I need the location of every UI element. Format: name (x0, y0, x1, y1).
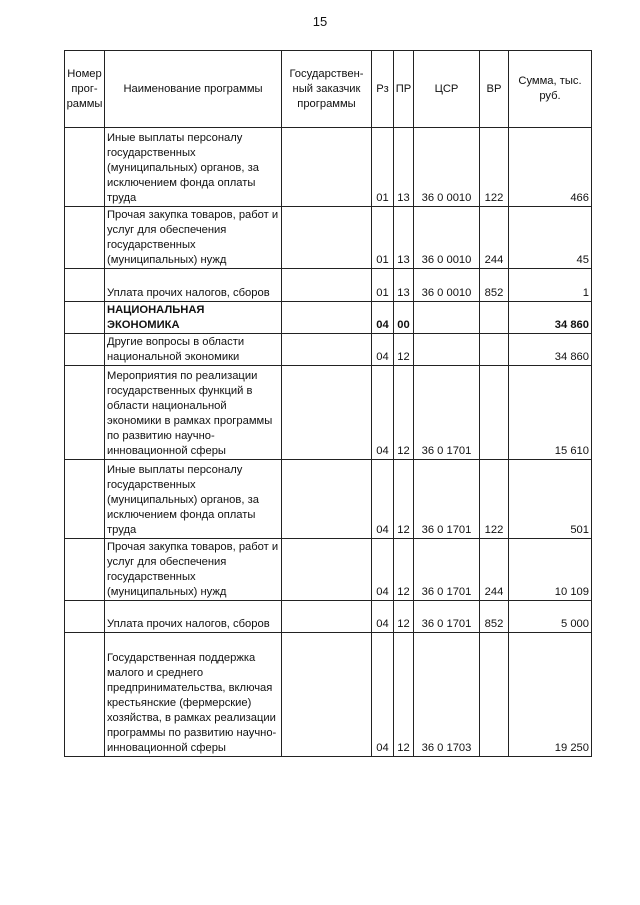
csr-cell: 36 0 0010 (414, 269, 480, 302)
vr-cell (480, 633, 509, 757)
program-name-cell: Иные выплаты персоналу государственных (муниципальных) органов, за исключением фонда оплаты труда (105, 128, 282, 207)
csr-cell: 36 0 0010 (414, 207, 480, 269)
rz-cell: 04 (372, 633, 394, 757)
program-number-cell (65, 302, 105, 334)
budget-table (64, 50, 592, 757)
program-number-cell (65, 539, 105, 601)
customer-cell (282, 539, 372, 601)
program-name-cell: Уплата прочих налогов, сборов (105, 601, 282, 633)
sum-cell: 34 860 (509, 334, 592, 366)
vr-cell: 122 (480, 460, 509, 539)
customer-cell (282, 633, 372, 757)
vr-cell (480, 334, 509, 366)
customer-cell (282, 366, 372, 460)
vr-cell: 244 (480, 539, 509, 601)
vr-cell: 852 (480, 269, 509, 302)
program-name-cell: Прочая закупка товаров, работ и услуг для обеспечения государственных (муниципальных) нужд (105, 207, 282, 269)
program-number-cell (65, 269, 105, 302)
rz-cell: 04 (372, 601, 394, 633)
program-number-cell (65, 366, 105, 460)
rz-cell: 01 (372, 128, 394, 207)
program-number-cell (65, 601, 105, 633)
customer-cell (282, 269, 372, 302)
sum-cell: 466 (509, 128, 592, 207)
program-name-cell: Иные выплаты персоналу государственных (муниципальных) органов, за исключением фонда оплаты труда (105, 460, 282, 539)
vr-cell (480, 366, 509, 460)
pr-cell: 12 (394, 460, 414, 539)
pr-cell: 13 (394, 269, 414, 302)
table-row (65, 601, 592, 633)
sum-cell: 10 109 (509, 539, 592, 601)
pr-cell: 13 (394, 128, 414, 207)
rz-cell: 04 (372, 334, 394, 366)
customer-cell (282, 460, 372, 539)
sum-cell: 34 860 (509, 302, 592, 334)
customer-cell (282, 601, 372, 633)
table-header-row (65, 51, 592, 128)
header-sum: Сумма, тыс. руб. (509, 51, 592, 128)
sum-cell: 501 (509, 460, 592, 539)
vr-cell: 244 (480, 207, 509, 269)
customer-cell (282, 302, 372, 334)
section-name-cell: НАЦИОНАЛЬНАЯ ЭКОНОМИКА (105, 302, 282, 334)
header-vr: ВР (480, 51, 509, 128)
pr-cell: 12 (394, 633, 414, 757)
pr-cell: 12 (394, 601, 414, 633)
rz-cell: 04 (372, 460, 394, 539)
table-row (65, 539, 592, 601)
rz-cell: 01 (372, 269, 394, 302)
customer-cell (282, 207, 372, 269)
program-name-cell: Мероприятия по реализации государственных функций в области национальной экономики в рамках программы по развитию научно-инновационной сферы (105, 366, 282, 460)
pr-cell: 13 (394, 207, 414, 269)
csr-cell (414, 302, 480, 334)
sum-cell: 5 000 (509, 601, 592, 633)
table-row-section (65, 302, 592, 334)
sum-cell: 19 250 (509, 633, 592, 757)
rz-cell: 04 (372, 302, 394, 334)
rz-cell: 01 (372, 207, 394, 269)
customer-cell (282, 334, 372, 366)
page-number: 15 (312, 14, 328, 29)
program-name-cell: Другие вопросы в области национальной экономики (105, 334, 282, 366)
table-row (65, 207, 592, 269)
csr-cell: 36 0 1701 (414, 539, 480, 601)
table-row (65, 334, 592, 366)
csr-cell: 36 0 0010 (414, 128, 480, 207)
pr-cell: 12 (394, 366, 414, 460)
program-number-cell (65, 633, 105, 757)
rz-cell: 04 (372, 366, 394, 460)
pr-cell: 12 (394, 334, 414, 366)
vr-cell: 122 (480, 128, 509, 207)
program-number-cell (65, 207, 105, 269)
header-csr: ЦСР (414, 51, 480, 128)
sum-cell: 15 610 (509, 366, 592, 460)
vr-cell (480, 302, 509, 334)
program-number-cell (65, 128, 105, 207)
rz-cell: 04 (372, 539, 394, 601)
header-pr: ПР (394, 51, 414, 128)
pr-cell: 00 (394, 302, 414, 334)
vr-cell: 852 (480, 601, 509, 633)
program-number-cell (65, 460, 105, 539)
header-program-number: Номер прог-раммы (65, 51, 105, 128)
csr-cell: 36 0 1703 (414, 633, 480, 757)
table-row (65, 128, 592, 207)
program-number-cell (65, 334, 105, 366)
table-row (65, 633, 592, 757)
program-name-cell: Уплата прочих налогов, сборов (105, 269, 282, 302)
table-row (65, 269, 592, 302)
table-row (65, 460, 592, 539)
program-name-cell: Государственная поддержка малого и среднего предпринимательства, включая крестьянские (фермерские) хозяйства, в рамках реализации программы по развитию научно-инновационной сферы (105, 633, 282, 757)
csr-cell: 36 0 1701 (414, 460, 480, 539)
csr-cell (414, 334, 480, 366)
sum-cell: 45 (509, 207, 592, 269)
csr-cell: 36 0 1701 (414, 366, 480, 460)
header-state-customer: Государствен-ный заказчик программы (282, 51, 372, 128)
sum-cell: 1 (509, 269, 592, 302)
header-rz: Рз (372, 51, 394, 128)
program-name-cell: Прочая закупка товаров, работ и услуг для обеспечения государственных (муниципальных) нужд (105, 539, 282, 601)
csr-cell: 36 0 1701 (414, 601, 480, 633)
table-row (65, 366, 592, 460)
customer-cell (282, 128, 372, 207)
header-program-name: Наименование программы (105, 51, 282, 128)
pr-cell: 12 (394, 539, 414, 601)
